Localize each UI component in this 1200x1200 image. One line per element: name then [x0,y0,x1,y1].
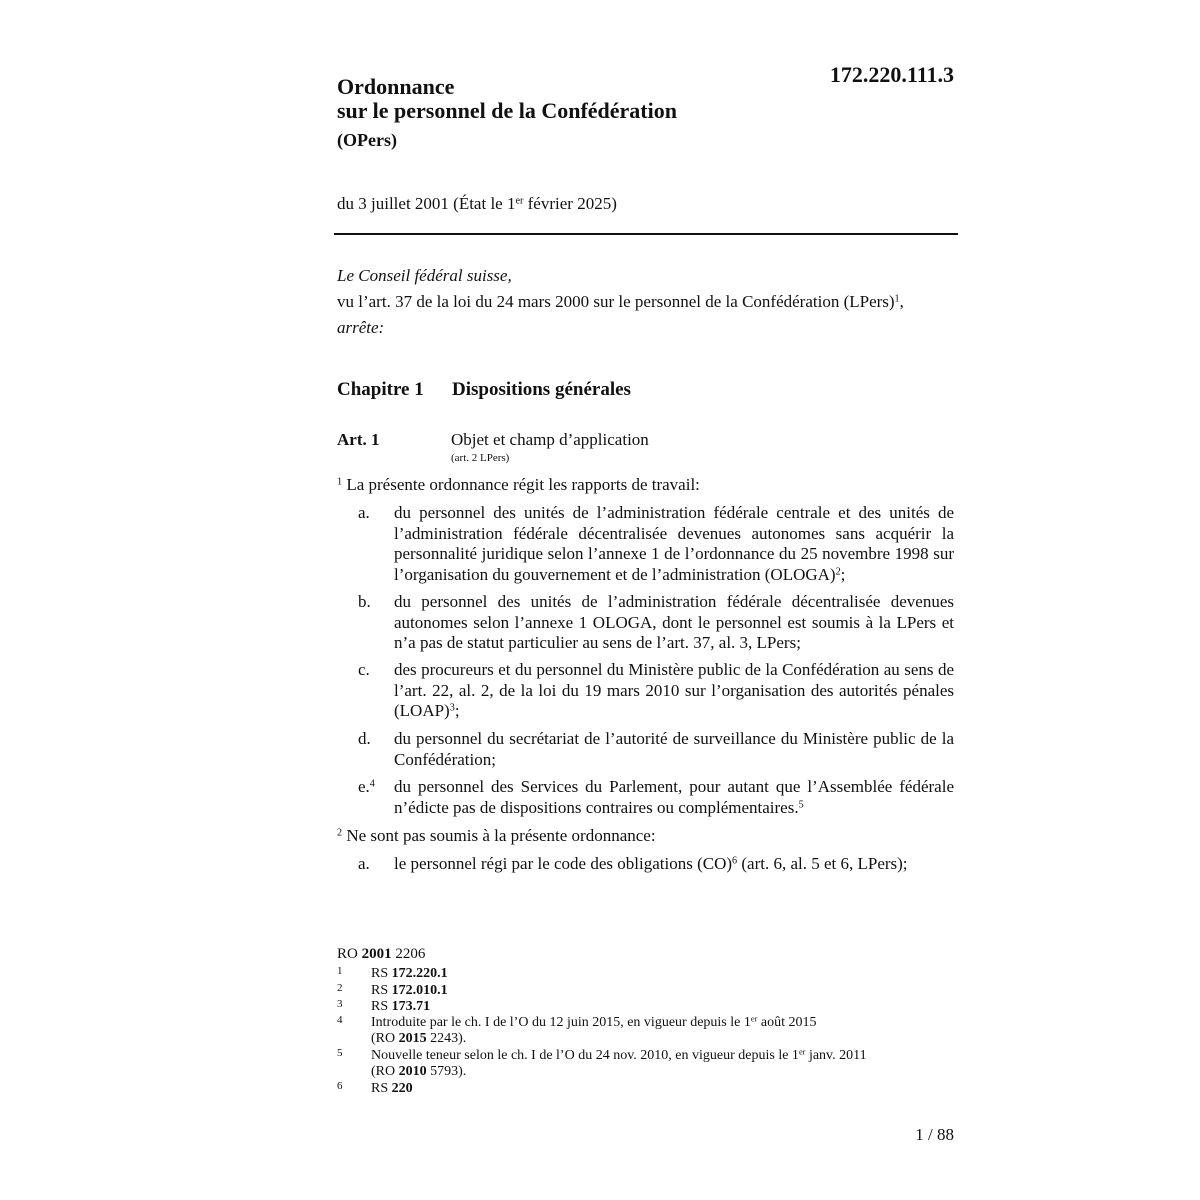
list-item-c: c. des procureurs et du personnel du Ministère public de la Confédération au sens de l’art. 22, al. 2, de la loi du 19 mars 2010 sur l’organisation des autorités pénales (LOAP)$^3$; [358,660,954,720]
list-item-d: d. du personnel du secrétariat de l’autorité de surveillance du Ministère public de la Confédération; [358,729,954,769]
preamble-decree: arrête: [337,318,385,337]
paragraph-1: $^1$ La présente ordonnance régit les rapports de travail: [337,475,700,494]
footnote-6: 6 RS 220 [337,1080,413,1096]
footnote-ref-5[interactable]: 5 [798,798,804,810]
list-item-b: b. du personnel des unités de l’administration fédérale décentralisée devenues autonomes selon l’annexe 1 OLOGA, dont le personnel est soumis à la LPers et n’a pas de statut particulier au sens de l’art. 37, al. 3, LPers; [358,592,954,652]
footnote-5: 5 Nouvelle teneur selon le ch. I de l’O du 24 nov. 2010, en vigueur depuis le 1er janv. 2011 (RO 2010 5793). [337,1047,867,1079]
footnote-ref-1[interactable]: 1 [894,293,900,305]
list-item-a: a. du personnel des unités de l’administration fédérale centrale et des unités de l’administration fédérale décentralisée devenues autonomes sans acquérir la personnalité juridique selon l’annexe 1 de l’ordonnance du 25 novembre 1998 sur l’organisation du gouvernement et de l’administration (OLOGA)$^2$; [358,503,954,584]
title-line-2: sur le personnel de la Confédération [337,98,677,123]
footnote-ref-6[interactable]: 6 [732,855,738,867]
preamble-basis: vu l’art. 37 de la loi du 24 mars 2000 sur le personnel de la Confédération (LPers)$^1$, [337,292,904,311]
page-number: 1 / 88 [915,1125,954,1144]
footnote-ref-4[interactable]: 4 [369,778,375,790]
footnote-ref-2[interactable]: 2 [835,565,841,577]
article-label: Art. 1 [337,430,380,449]
footnote-ref-3[interactable]: 3 [449,702,455,714]
list-item-e: e.$^4$ du personnel des Services du Parlement, pour autant que l’Assemblée fédérale n’édicte pas de dispositions contraires ou complémentaires.$^5$ [358,777,954,817]
article-title: Objet et champ d’application [451,430,649,449]
footnote-3: 3 RS 173.71 [337,998,431,1014]
title-abbreviation: (OPers) [337,130,397,150]
title-line-1: Ordonnance [337,74,455,99]
chapter-heading [337,379,631,401]
ro-reference: RO 2001 2206 [337,946,426,962]
chapter-label: Chapitre 1 [337,379,424,400]
chapter-title: Dispositions générales [452,379,631,400]
list-item-2a: a. le personnel régi par le code des obligations (CO)$^6$ (art. 6, al. 5 et 6, LPers); [358,854,908,873]
sr-number: 172.220.111.3 [829,62,954,87]
document-date: du 3 juillet 2001 (État le 1er février 2025) [337,194,617,213]
article-reference: (art. 2 LPers) [451,452,510,464]
footnote-2: 2 RS 172.010.1 [337,982,448,998]
header-divider [334,233,958,235]
paragraph-2: $^2$ Ne sont pas soumis à la présente ordonnance: [337,826,656,845]
footnote-4: 4 Introduite par le ch. I de l’O du 12 juin 2015, en vigueur depuis le 1er août 2015 (RO 2015 2243). [337,1014,817,1046]
footnote-1: 1 RS 172.220.1 [337,965,448,981]
preamble-authority: Le Conseil fédéral suisse, [337,266,512,285]
